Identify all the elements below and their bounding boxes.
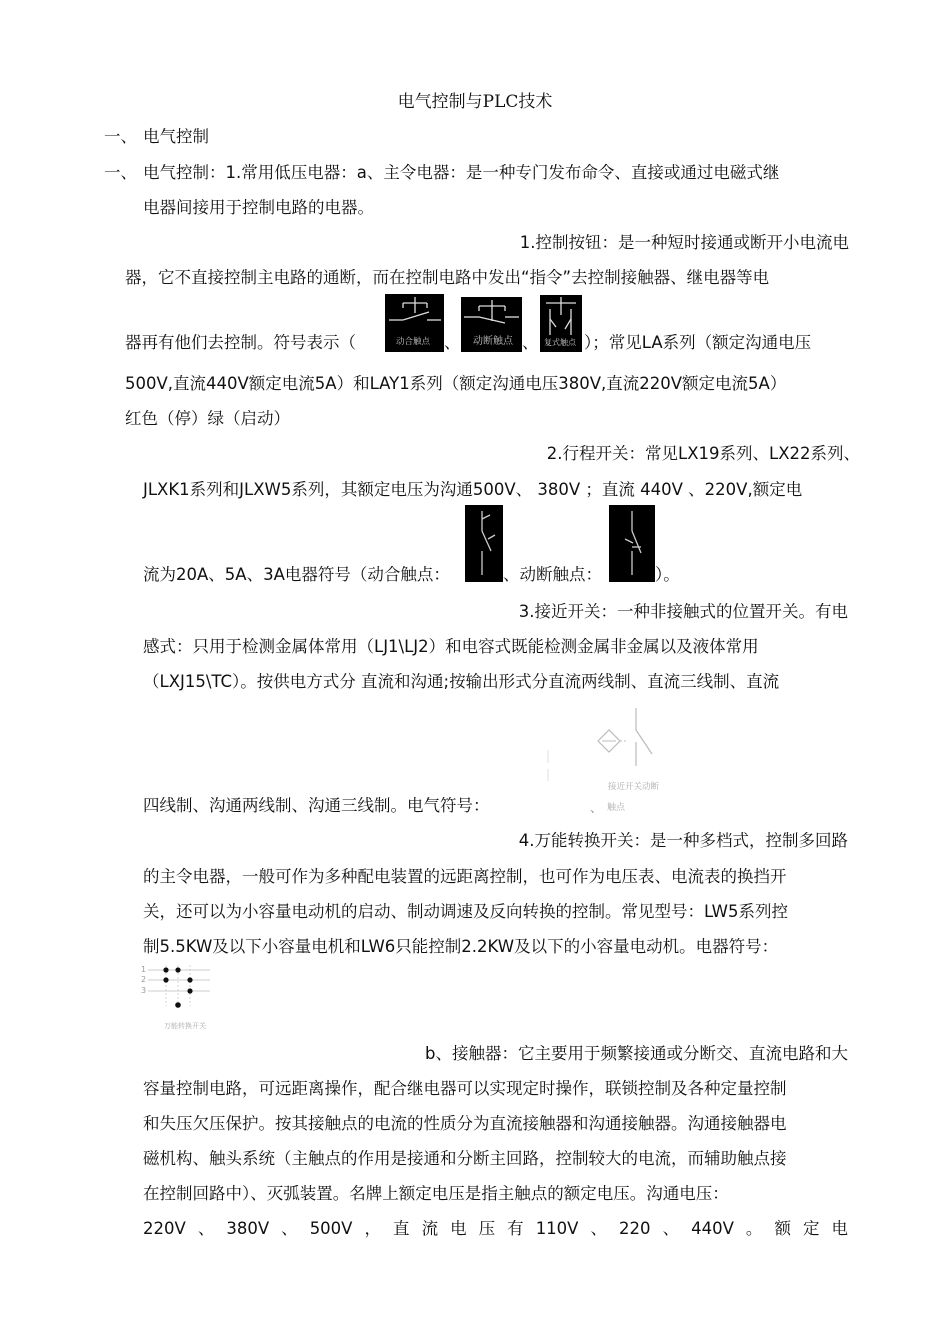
word: 、 xyxy=(590,1219,607,1238)
paragraph-line: 电气控制：1.常用低压电器：a、主令电器：是一种专门发布命令、直接或通过电磁式继 xyxy=(143,163,780,182)
paragraph-line: 流为20A、5A、3A电器符号（动合触点： xyxy=(143,565,450,584)
limit-switch-open-icon xyxy=(465,505,503,582)
paragraph-line: ）。 xyxy=(655,565,680,584)
word: 。 xyxy=(745,1219,763,1238)
word: 流 xyxy=(421,1219,439,1238)
travel-normally-closed-symbol xyxy=(609,505,655,582)
word: 220 xyxy=(619,1219,651,1238)
word: 电 xyxy=(831,1219,848,1238)
normally-open-button-symbol xyxy=(385,294,444,352)
word: ， xyxy=(364,1219,381,1238)
proximity-closed-icon xyxy=(592,706,662,798)
normally-closed-contact-icon xyxy=(461,297,522,352)
position-number: 2 xyxy=(141,975,147,984)
symbol-caption: 复式触点 xyxy=(544,338,576,347)
universal-switch-symbol xyxy=(140,962,215,1032)
word: 500V xyxy=(309,1219,353,1238)
paragraph-line: 制5.5KW及以下小容量电机和LW6只能控制2.2KW及以下的小容量电动机。电器符号： xyxy=(143,937,779,956)
proximity-normally-closed-symbol xyxy=(592,706,662,798)
paragraph-line: JLXK1系列和JLXW5系列，其额定电压为沟通500V、 380V ；直流 440V 、220V,额定电 xyxy=(143,480,803,499)
contactor-heading-line: b、接触器：它主要用于频繁接通或分断交、直流电路和大 xyxy=(425,1044,848,1063)
document-title: 电气控制与PLC技术 xyxy=(397,92,553,112)
paragraph-line: 500V,直流440V额定电流5A）和LAY1系列（额定沟通电压380V,直流220V额定电流5A） xyxy=(125,374,787,393)
symbol-caption: 万能转换开关 xyxy=(164,1022,206,1030)
separator-text: 、 xyxy=(590,801,603,815)
section-number: 一、 xyxy=(104,127,137,146)
paragraph-line: 器再有他们去控制。符号表示（ xyxy=(125,333,356,352)
symbol-caption: 动断触点 xyxy=(473,336,513,347)
paragraph-line: 感式：只用于检测金属体常用（LJ1\LJ2）和电容式既能检测金属非金属以及液体常用 xyxy=(143,637,759,656)
word: 额 xyxy=(774,1219,791,1238)
paragraph-line: （LXJ15\TC）。按供电方式分 直流和沟通;按输出形式分直流两线制、直流三线制、直流 xyxy=(143,672,780,691)
separator-text: 、 xyxy=(444,333,461,352)
compound-contact-icon xyxy=(540,295,582,352)
paragraph-line: 在控制回路中）、灭弧装置。名牌上额定电压是指主触点的额定电压。沟通电压： xyxy=(143,1184,729,1203)
paragraph-line: 红色（停）绿（启动） xyxy=(125,409,290,428)
travel-normally-open-symbol xyxy=(465,505,503,582)
word: 110V xyxy=(535,1219,579,1238)
justified-line xyxy=(143,1218,848,1240)
paragraph-line: 电器间接用于控制电路的电器。 xyxy=(143,198,374,217)
compound-button-symbol xyxy=(540,295,582,352)
section-heading: 电气控制 xyxy=(143,127,209,146)
paragraph-line: 器，它不直接控制主电路的通断，而在控制电路中发出“指令”去控制接触器、继电器等电 xyxy=(125,268,770,287)
position-number: 3 xyxy=(141,986,147,995)
word: 220V xyxy=(143,1219,186,1238)
button-heading-line: 1.控制按钮：是一种短时接通或断开小电流电 xyxy=(519,233,849,252)
word: 、 xyxy=(662,1219,680,1238)
word: 、 xyxy=(281,1219,298,1238)
word: 、 xyxy=(197,1219,215,1238)
normally-closed-button-symbol xyxy=(461,297,522,352)
universal-heading-line: 4.万能转换开关：是一种多档式，控制多回路 xyxy=(518,831,848,850)
paragraph-line: 的主令电器，一般可作为多种配电装置的远距离控制，也可作为电压表、电流表的换挡开 xyxy=(143,867,787,886)
symbol-caption: 接近开关动断 xyxy=(608,782,660,792)
word: 380V xyxy=(226,1219,270,1238)
word: 定 xyxy=(802,1219,820,1238)
paragraph-line: ）；常见LA系列（额定沟通电压 xyxy=(584,333,812,352)
paragraph-line: 四线制、沟通两线制、沟通三线制。电气符号： xyxy=(143,796,490,815)
normally-open-contact-icon xyxy=(385,294,444,352)
separator-text: 、 xyxy=(522,333,539,352)
universal-switch-icon xyxy=(140,962,215,1032)
word: 压 xyxy=(478,1219,496,1238)
symbol-caption: 触点 xyxy=(607,803,626,813)
paragraph-line: 、动断触点： xyxy=(503,565,602,584)
paragraph-line: 容量控制电路，可远距离操作，配合继电器可以实现定时操作，联锁控制及各种定量控制 xyxy=(143,1079,787,1098)
proximity-symbol-faint xyxy=(540,745,560,785)
word: 直 xyxy=(393,1219,410,1238)
proximity-heading-line: 3.接近开关：一种非接触式的位置开关。有电 xyxy=(518,602,848,621)
paragraph-line: 和失压欠压保护。按其接触点的电流的性质分为直流接触器和沟通接触器。沟通接触器电 xyxy=(143,1114,787,1133)
paragraph-line: 磁机构、触头系统（主触点的作用是接通和分断主回路，控制较大的电流，而辅助触点接 xyxy=(143,1149,787,1168)
word: 440V xyxy=(691,1219,734,1238)
proximity-open-icon xyxy=(540,745,560,785)
position-number: 1 xyxy=(141,965,147,974)
paragraph-number: 一、 xyxy=(104,163,137,182)
paragraph-line: 关，还可以为小容量电动机的启动、制动调速及反向转换的控制。常见型号：LW5系列控 xyxy=(143,902,788,921)
word: 有 xyxy=(507,1219,524,1238)
travel-heading-line: 2.行程开关：常见LX19系列、LX22系列、 xyxy=(546,444,860,463)
limit-switch-closed-icon xyxy=(609,505,655,582)
word: 电 xyxy=(450,1219,467,1238)
symbol-caption: 动合触点 xyxy=(396,337,431,347)
